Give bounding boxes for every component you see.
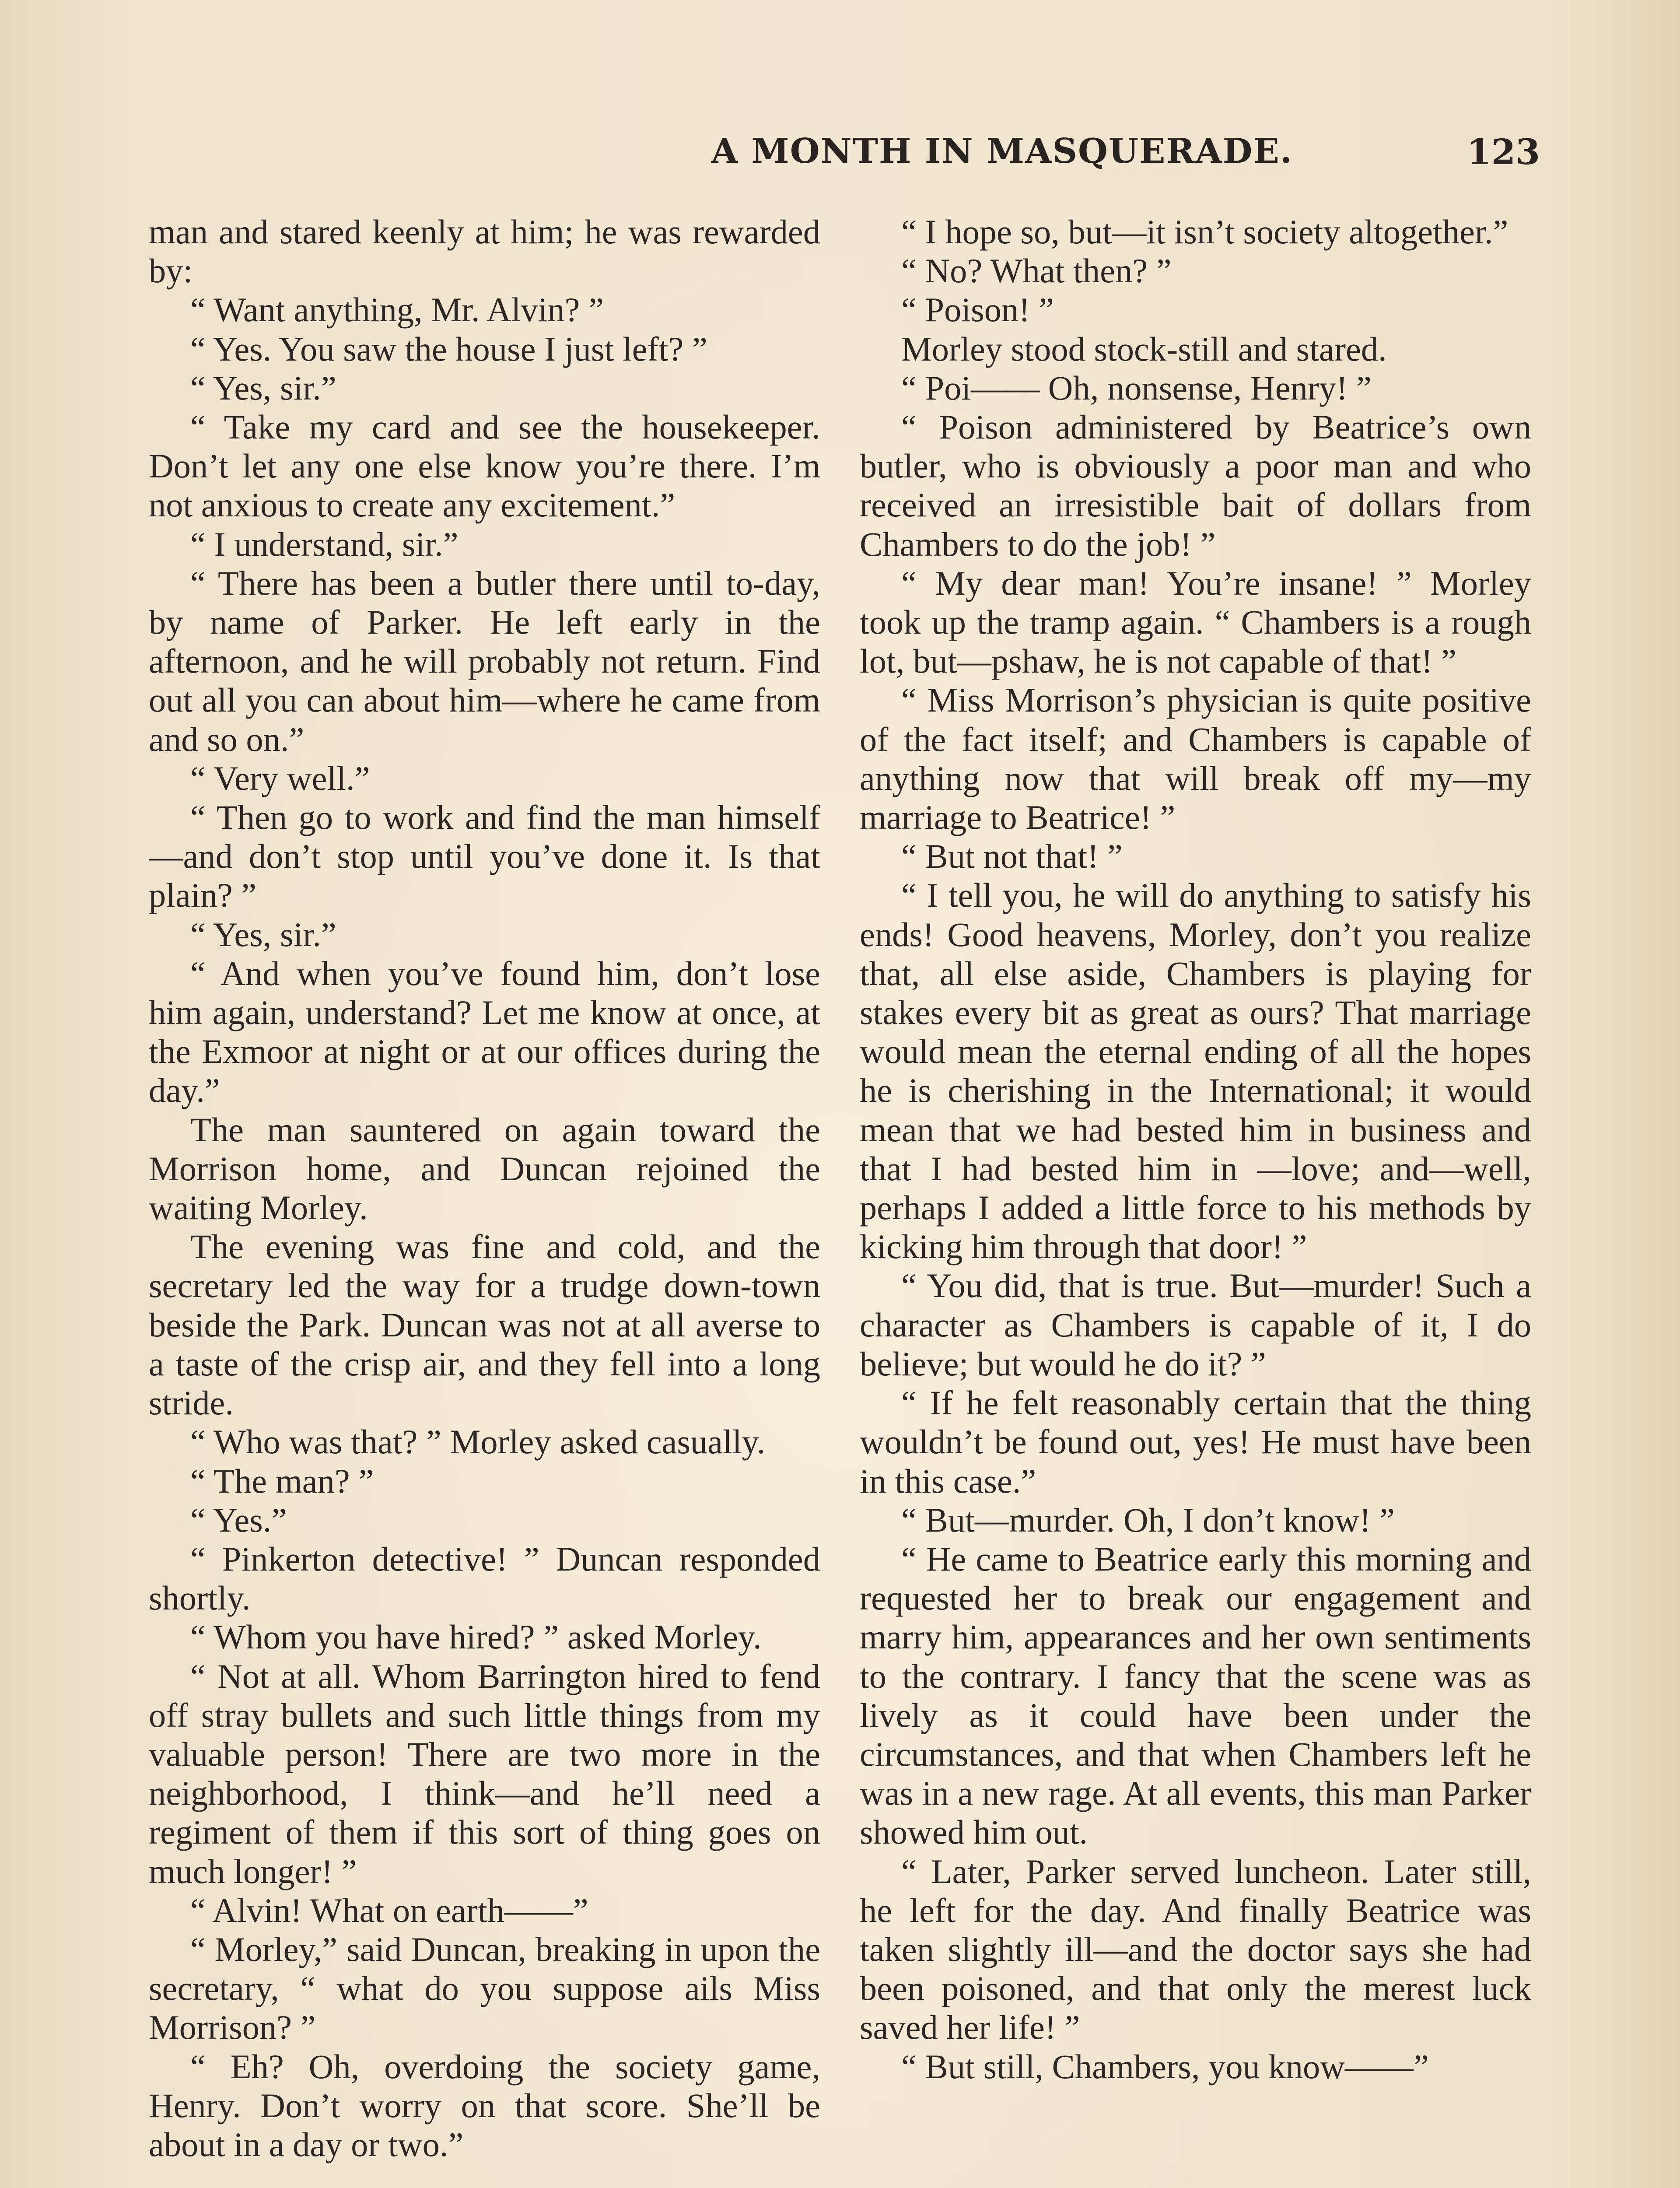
paragraph: “ Yes, sir.” [190, 915, 336, 954]
paragraph: The evening was fine and cold, and the secretary led the way for a trudge down-town beside the Park. Duncan was not at all averse to a taste of the crisp air, and they fell into a long stride. [149, 1227, 820, 1422]
paragraph: “ The man? ” [190, 1462, 374, 1500]
paragraph: “ I understand, sir.” [190, 525, 458, 563]
paragraph: “ Whom you have hired? ” asked Morley. [190, 1618, 762, 1656]
paragraph: “ He came to Beatrice early this morning and requested her to break our engagement and marry him, appearances and her own sentiments to the contrary. I fancy that the scene was as lively as it could have been under the circumstances, and that when Chambers left he was in a new rage. At all events, this man Parker showed him out. [860, 1539, 1531, 1851]
paragraph: “ You did, that is true. But—murder! Such a character as Chambers is capable of it, I do believe; but would he do it? ” [860, 1266, 1531, 1383]
paragraph: “ Yes, sir.” [190, 368, 336, 407]
paragraph: “ No? What then? ” [901, 252, 1172, 290]
paragraph: “ My dear man! You’re insane! ” Morley took up the tramp again. “ Chambers is a rough lot, but—pshaw, he is not capable of that! ” [860, 564, 1531, 680]
paragraph: man and stared keenly at him; he was rewarded by: [149, 213, 820, 290]
paragraph: “ Poison! ” [901, 291, 1054, 329]
paragraph: “ But—murder. Oh, I don’t know! ” [901, 1501, 1395, 1539]
paragraph: “ Poison administered by Beatrice’s own butler, who is obviously a poor man and who received an irresistible bait of dollars from Chambers to do the job! ” [860, 408, 1531, 563]
paragraph: “ And when you’ve found him, don’t lose him again, understand? Let me know at once, at the Exmoor at night or at our offices during the day.” [149, 954, 820, 1110]
paragraph: “ Yes. You saw the house I just left? ” [190, 330, 707, 368]
paragraph: “ But still, Chambers, you know——” [901, 2047, 1429, 2086]
page-number: 123 [1467, 131, 1540, 172]
paragraph: Morley stood stock-still and stared. [901, 330, 1387, 368]
paragraph: “ Not at all. Whom Barrington hired to fend off stray bullets and such little things from my valuable person! There are two more in the neighborhood, I think—and he’ll need a regiment of them if this sort of thing goes on much longer! ” [149, 1657, 820, 1890]
page-header [147, 131, 1540, 179]
paragraph: “ Eh? Oh, overdoing the society game, Henry. Don’t worry on that score. She’ll be about in a day or two.” [149, 2047, 820, 2163]
running-title: A MONTH IN MASQUERADE. [711, 131, 1293, 171]
paragraph: “ Then go to work and find the man himself—and don’t stop until you’ve done it. Is that plain? ” [149, 798, 820, 915]
paragraph: “ But not that! ” [901, 837, 1123, 876]
left-column [149, 212, 820, 2188]
paragraph: “ I hope so, but—it isn’t society altogether.” [901, 213, 1508, 251]
paragraph: “ There has been a butler there until to-day, by name of Parker. He left early in the afternoon, and he will probably not return. Find out all you can about him—where he came from and so on.” [149, 564, 820, 758]
paragraph: “ Pinkerton detective! ” Duncan responded shortly. [149, 1539, 820, 1617]
paragraph: “ Want anything, Mr. Alvin? ” [190, 291, 604, 329]
paragraph: “ Miss Morrison’s physician is quite positive of the fact itself; and Chambers is capable of anything now that will break off my—my marriage to Beatrice! ” [860, 681, 1531, 837]
paragraph: “ Yes.” [190, 1501, 287, 1539]
paragraph: “ I tell you, he will do anything to satisfy his ends! Good heavens, Morley, don’t you realize that, all else aside, Chambers is playing for stakes every bit as great as ours? That marriage would mean the eternal ending of all the hopes he is cherishing in the International; it would mean that we had bested him in business and that I had bested him in —love; and—well, perhaps I added a little force to his methods by kicking him through that door! ” [860, 876, 1531, 1266]
right-column [860, 212, 1531, 2188]
paragraph: “ Very well.” [190, 759, 370, 797]
paragraph: “ If he felt reasonably certain that the thing wouldn’t be found out, yes! He must have been in this case.” [860, 1384, 1531, 1500]
paragraph: “ Who was that? ” Morley asked casually. [190, 1423, 766, 1461]
paragraph: “ Poi—— Oh, nonsense, Henry! ” [901, 368, 1372, 407]
paragraph: The man sauntered on again toward the Morrison home, and Duncan rejoined the waiting Morley. [149, 1110, 820, 1227]
paragraph: “ Later, Parker served luncheon. Later still, he left for the day. And finally Beatrice was taken slightly ill—and the doctor says she had been poisoned, and that only the merest luck saved her life! ” [860, 1852, 1531, 2047]
paragraph: “ Morley,” said Duncan, breaking in upon the secretary, “ what do you suppose ails Miss Morrison? ” [149, 1930, 820, 2047]
paragraph: “ Take my card and see the housekeeper. Don’t let any one else know you’re there. I’m not anxious to create any excitement.” [149, 408, 820, 524]
paragraph: “ Alvin! What on earth——” [190, 1891, 588, 1929]
